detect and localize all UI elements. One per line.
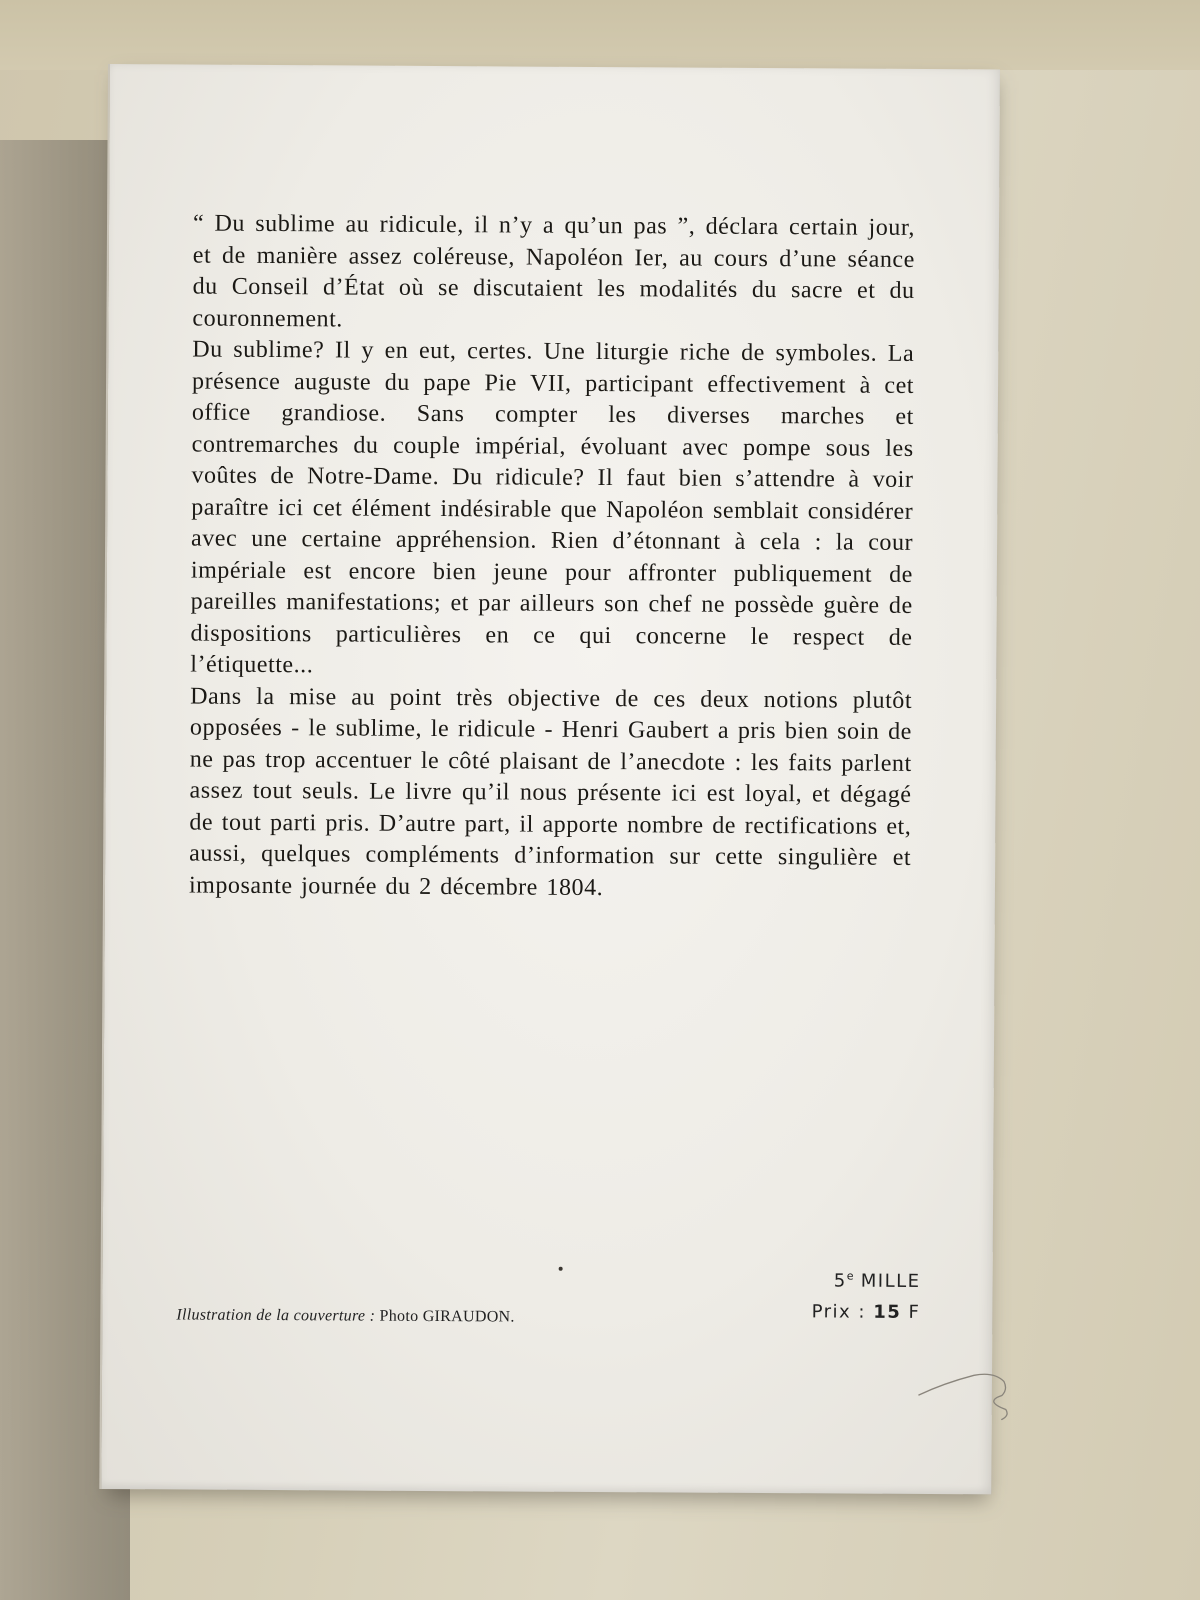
- blurb-paragraph-3: Dans la mise au point très objective de ces deux notions plutôt opposées - le sublime, le ridicule - Henri Gaubert a pris bien soin de ne pas trop accentuer le côté plaisant de l’anecdote : les faits parlent assez tout seuls. Le livre qu’il nous présente ici est loyal, et dégagé de tout parti pris. D’autre part, il apporte nombre de rectifications et, aussi, quelques compléments d’information sur cette singulière et imposante journée du 2 décembre 1804.: [188, 683, 913, 901]
- book-back-cover: [99, 64, 1000, 1494]
- print-info: [812, 1260, 921, 1328]
- price-value: 15: [873, 1301, 902, 1323]
- blurb-paragraph-2: Du sublime? Il y en eut, certes. Une liturgie riche de symboles. La présence auguste du pape Pie VII, participant effectivement à cet office grandiose. Sans compter les diverses marches et contremarches du couple impérial, évoluant avec pompe sous les voûtes de Notre-Dame. Du ridicule? Il faut bien s’attendre à voir paraître ici cet élément indésirable que Napoléon semblait considérer avec une certaine appréhension. Rien d’étonnant à cela : la cour impériale est encore bien jeune pour affronter publiquement de pareilles manifestations; et par ailleurs son chef ne possède guère de dispositions particulières en ce qui concerne le respect de l’étiquette...: [190, 336, 915, 679]
- credit-value: Photo GIRAUDON.: [379, 1307, 515, 1326]
- cover-blurb: [189, 209, 915, 906]
- edition-word: MILLE: [860, 1270, 921, 1292]
- edition-number: 5: [833, 1270, 847, 1292]
- edition-line: [812, 1260, 921, 1297]
- price-currency: F: [908, 1301, 921, 1323]
- price-line: [812, 1296, 921, 1328]
- price-label: Prix :: [811, 1301, 867, 1323]
- background-wall: [0, 0, 1200, 70]
- pencil-scribble-icon: [914, 1353, 1014, 1424]
- credit-label: Illustration de la couverture :: [176, 1306, 376, 1325]
- cover-illustration-credit: [176, 1306, 514, 1326]
- edition-suffix: e: [846, 1269, 854, 1283]
- speck-mark: [559, 1267, 563, 1271]
- blurb-paragraph-1: “ Du sublime au ridicule, il n’y a qu’un pas ”, déclara certain jour, et de manière assez coléreuse, Napoléon Ier, au cours d’une séance du Conseil d’État où se discutaient les modalités du sacre et du couronnement.: [192, 210, 916, 332]
